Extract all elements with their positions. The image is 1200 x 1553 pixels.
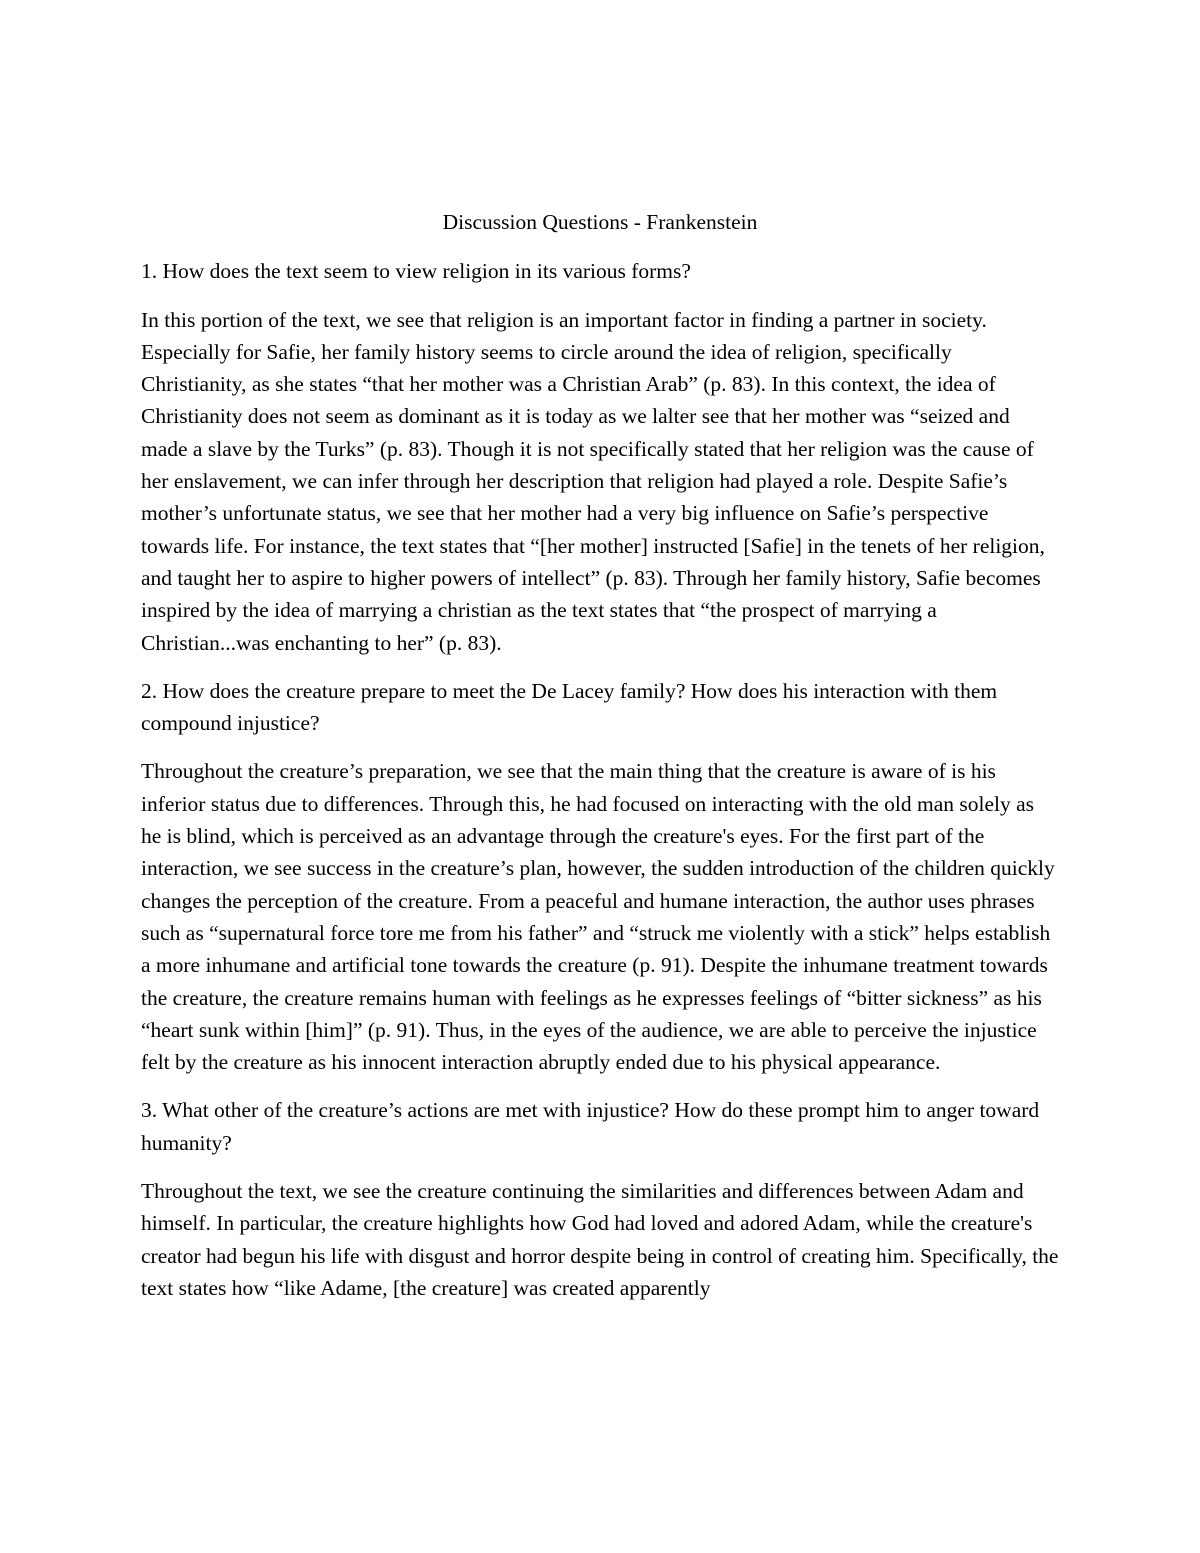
document-title: Discussion Questions - Frankenstein bbox=[442, 210, 758, 234]
question-1: 1. How does the text seem to view religion in its various forms? bbox=[141, 259, 691, 284]
answer-2: Throughout the creature’s preparation, we see that the main thing that the creature is aware of is his inferior status due to differences. Through this, he had focused on interacting with the old man solely as he is blind, which is perceived as an advantage through the creature's eyes. For the first part of the interaction, we see success in the creature’s plan, however, the sudden introduction of the children quickly changes the perception of the creature. From a peaceful and humane interaction, the author uses phrases such as “supernatural force tore me from his father” and “struck me violently with a stick” helps establish a more inhumane and artificial tone towards the creature (p. 91). Despite the inhumane treatment towards the creature, the creature remains human with feelings as he expresses feelings of “bitter sickness” as his “heart sunk within [him]” (p. 91). Thus, in the eyes of the audience, we are able to perceive the injustice felt by the creature as his innocent interaction abruptly ended due to his physical appearance. bbox=[141, 759, 1055, 1075]
answer-1: In this portion of the text, we see that religion is an important factor in finding a partner in society. Especially for Safie, her family history seems to circle around the idea of religion, specifically Christianity, as she states “that her mother was a Christian Arab” (p. 83). In this context, the idea of Christianity does not seem as dominant as it is today as we lalter see that her mother was “seized and made a slave by the Turks” (p. 83). Though it is not specifically stated that her religion was the cause of her enslavement, we can infer through her description that religion had played a role. Despite Safie’s mother’s unfortunate status, we see that her mother had a very big influence on Safie’s perspective towards life. For instance, the text states that “[her mother] instructed [Safie] in the tenets of her religion, and taught her to aspire to higher powers of intellect” (p. 83). Through her family history, Safie becomes inspired by the idea of marrying a christian as the text states that “the prospect of marrying a Christian...was enchanting to her” (p. 83). bbox=[141, 307, 1045, 655]
document-body bbox=[141, 206, 1059, 1320]
question-2: 2. How does the creature prepare to meet the De Lacey family? How does his interaction with them compound injustice? bbox=[141, 678, 998, 736]
question-3: 3. What other of the creature’s actions are met with injustice? How do these prompt him to anger toward humanity? bbox=[141, 1098, 1040, 1155]
answer-3: Throughout the text, we see the creature continuing the similarities and differences between Adam and himself. In particular, the creature highlights how God had loved and adored Adam, while the creature's creator had begun his life with disgust and horror despite being in control of creating him. Specifically, the text states how “like Adame, [the creature] was created apparently bbox=[141, 1179, 1059, 1300]
